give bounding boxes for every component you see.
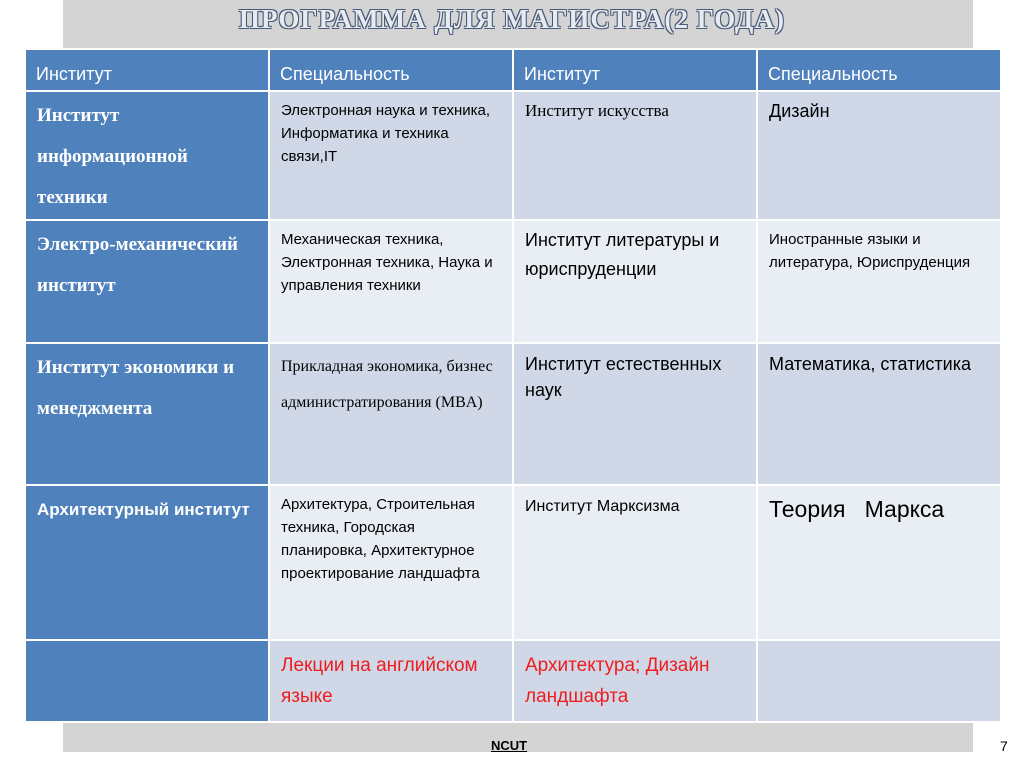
institute-name: Институт экономики и менеджмента: [37, 357, 235, 419]
institute-cell: [513, 640, 757, 722]
institute-cell: [25, 485, 269, 640]
specialty-text: Математика, статистика: [769, 354, 971, 374]
table-row: [25, 343, 1001, 485]
specialty-cell: [757, 640, 1001, 722]
specialty-cell: [269, 91, 513, 220]
english-lectures-note: Лекции на английском языке: [281, 655, 478, 707]
table-row: [25, 220, 1001, 343]
page-number: 7: [1000, 738, 1008, 754]
institute-name: Институт искусства: [525, 101, 669, 120]
institute-cell: [513, 91, 757, 220]
institute-name: Институт Марксизма: [525, 498, 680, 515]
english-programs-note: Архитектура; Дизайн ландшафта: [525, 655, 710, 707]
specialty-cell: [269, 485, 513, 640]
table-row: [25, 91, 1001, 220]
header-institute-1: Институт: [25, 49, 269, 91]
institute-cell: [25, 220, 269, 343]
specialty-text: Электронная наука и техника, Информатика и техника связи,IT: [281, 102, 491, 165]
specialty-cell: [269, 220, 513, 343]
specialty-cell: [757, 485, 1001, 640]
institute-name: Институт литературы и юриспруденции: [525, 230, 720, 279]
slide-title: ПРОГРАММА ДЛЯ МАГИСТРА(2 ГОДА): [239, 4, 785, 34]
institute-name: Архитектурный институт: [37, 500, 250, 519]
specialty-text: Механическая техника, Электронная техника, Наука и управления техники: [281, 231, 493, 294]
institute-cell: [25, 343, 269, 485]
specialty-text: Иностранные языки и литература, Юриспруденция: [769, 231, 971, 271]
specialty-cell: [757, 91, 1001, 220]
table-header-row: [25, 49, 1001, 91]
institute-cell: [513, 343, 757, 485]
specialty-text: Теория Маркса: [769, 496, 945, 522]
institute-name: Институт информационной техники: [37, 105, 188, 208]
institute-cell: [513, 485, 757, 640]
specialty-cell: [757, 343, 1001, 485]
table-row: [25, 485, 1001, 640]
institute-cell: [25, 91, 269, 220]
header-specialty-1: Специальность: [269, 49, 513, 91]
specialty-cell: [757, 220, 1001, 343]
specialty-cell: [269, 343, 513, 485]
specialty-text: Прикладная экономика, бизнес администратирования (MBA): [281, 358, 493, 411]
specialty-text: Дизайн: [769, 101, 830, 121]
footer-label: NCUT: [491, 738, 528, 753]
header-specialty-2: Специальность: [757, 49, 1001, 91]
specialty-text: [759, 642, 999, 654]
institute-cell: [25, 640, 269, 722]
institute-cell: [513, 220, 757, 343]
institute-name: Институт естественных наук: [525, 354, 722, 400]
specialty-cell: [269, 640, 513, 722]
institute-name: Электро-механический институт: [37, 234, 238, 296]
programs-table: [24, 48, 1002, 723]
table-row: [25, 640, 1001, 722]
header-institute-2: Институт: [513, 49, 757, 91]
specialty-text: Архитектура, Строительная техника, Городская планировка, Архитектурное проектирование ландшафта: [281, 496, 480, 582]
